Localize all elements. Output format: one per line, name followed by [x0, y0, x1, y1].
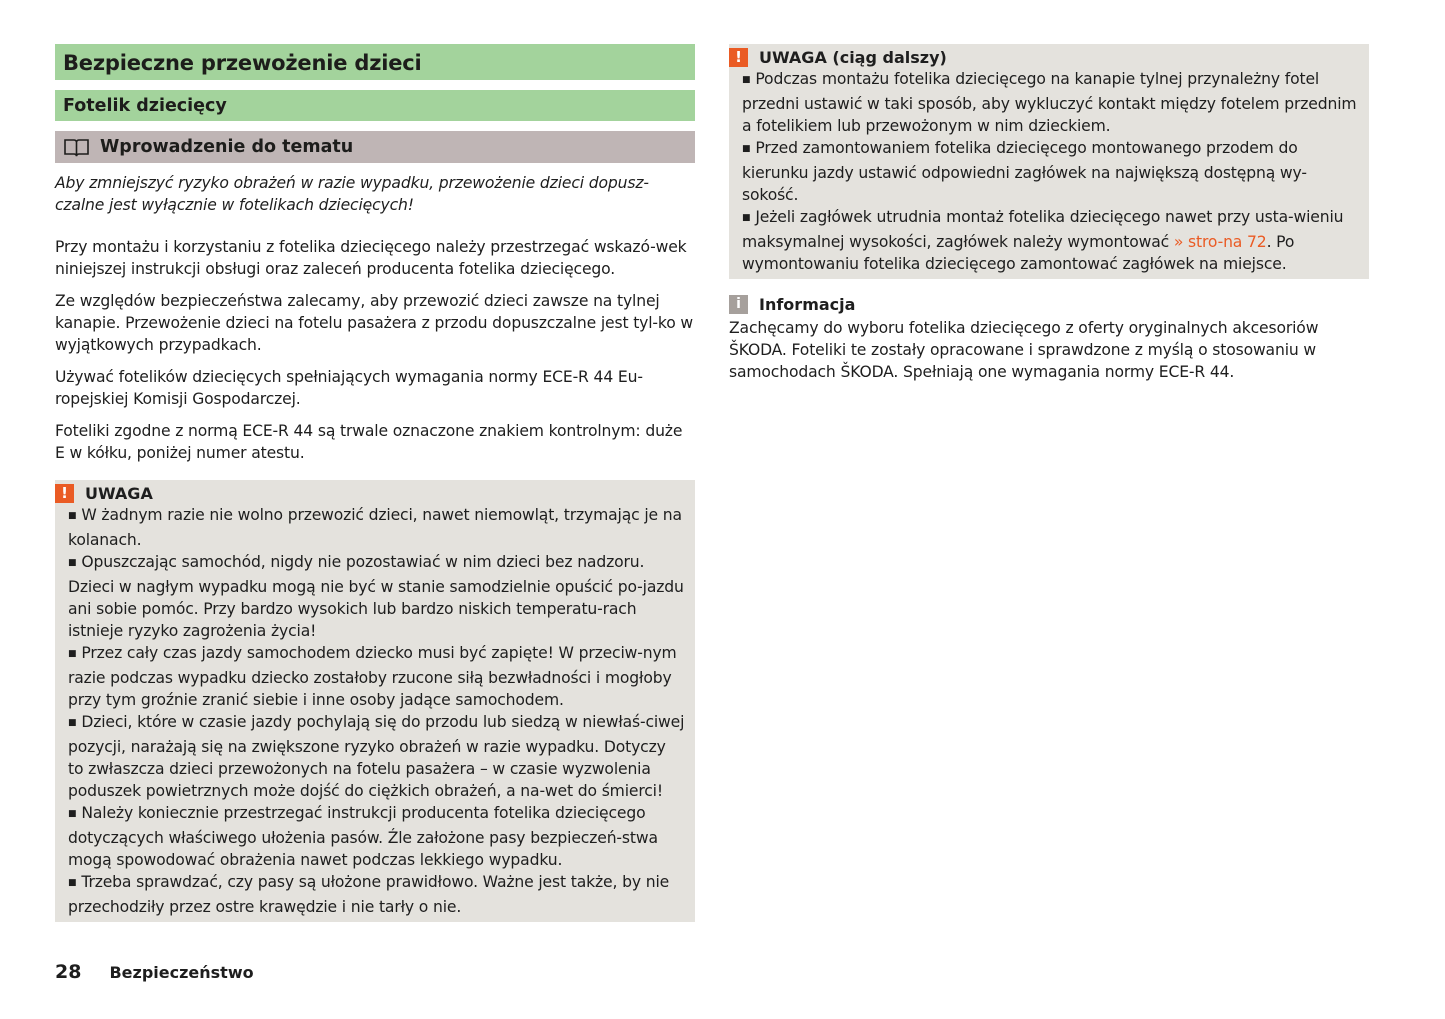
warning-header — [729, 46, 1369, 68]
left-column — [55, 44, 695, 922]
warning-item: ■ Opuszczając samochód, nigdy nie pozostawiać w nim dzieci bez nadzoru. Dzieci w nagłym wypadku mogą nie być w stanie samodzielnie opuścić po-jazdu ani sobie pomóc. Przy bardzo wysokich lub bardzo niskich temperatu-rach istnieje ryzyko zagrożenia życia! — [68, 551, 685, 642]
paragraph: Foteliki zgodne z normą ECE-R 44 są trwale oznaczone znakiem kontrolnym: duże E w kółku, poniżej numer atestu. — [55, 422, 683, 462]
warning-item: ■ Podczas montażu fotelika dziecięcego na kanapie tylnej przynależny fotel przedni ustawić w taki sposób, aby wykluczyć kontakt między fotelem przednim a fotelikiem lub przewożonym w nim dzieckiem. — [742, 68, 1359, 137]
warning-item: ■ Dzieci, które w czasie jazdy pochylają się do przodu lub siedzą w niewłaś-ciwej pozycji, narażają się na zwiększone ryzyko obrażeń w razie wypadku. Dotyczy to zwłaszcza dzieci przewożonych na fotelu pasażera – w czasie wyzwolenia poduszek powietrznych może dojść do ciężkich obrażeń, a na-wet do śmierci! — [68, 711, 685, 802]
info-icon: i — [729, 295, 748, 314]
intro-heading-text: Wprowadzenie do tematu — [100, 137, 354, 157]
intro-text: Aby zmniejszyć ryzyko obrażeń w razie wypadku, przewożenie dzieci dopusz-czalne jest wyłącznie w fotelikach dziecięcych! — [55, 174, 649, 214]
page-reference-link[interactable]: » stro-na 72 — [1173, 233, 1267, 251]
warning-item: ■ Trzeba sprawdzać, czy pasy są ułożone prawidłowo. Ważne jest także, by nie przechodziły przez ostre krawędzie i nie tarły o nie. — [68, 871, 685, 918]
warning-exclamation-icon: ! — [55, 484, 74, 503]
warning-box-continued — [729, 44, 1369, 279]
section-heading: Fotelik dziecięcy — [55, 90, 695, 121]
warning-item: ■ Jeżeli zagłówek utrudnia montaż fotelika dziecięcego nawet przy usta-wieniu maksymalnej wysokości, zagłówek należy wymontować » stro-na 72. Po wymontowaniu fotelika dziecięcego zamontować zagłówek na miejsce. — [742, 206, 1359, 275]
page-footer — [55, 961, 254, 983]
page-number: 28 — [55, 961, 82, 983]
warning-item: ■ W żadnym razie nie wolno przewozić dzieci, nawet niemowląt, trzymając je na kolanach. — [68, 504, 685, 551]
warning-title: UWAGA — [85, 483, 153, 503]
section-name: Bezpieczeństwo — [109, 963, 254, 982]
chapter-heading: Bezpieczne przewożenie dzieci — [55, 44, 695, 80]
warning-exclamation-icon: ! — [729, 48, 748, 67]
paragraph: Przy montażu i korzystaniu z fotelika dziecięcego należy przestrzegać wskazó-wek niniejszej instrukcji obsługi oraz zaleceń producenta fotelika dziecięcego. — [55, 238, 687, 278]
warning-header — [55, 482, 695, 504]
warning-item: ■ Należy koniecznie przestrzegać instrukcji producenta fotelika dziecięcego dotyczących właściwego ułożenia pasów. Źle założone pasy bezpieczeń-stwa mogą spowodować obrażenia nawet podczas lekkiego wypadku. — [68, 802, 685, 871]
warning-title: UWAGA (ciąg dalszy) — [759, 47, 947, 67]
paragraph: Ze względów bezpieczeństwa zalecamy, aby przewozić dzieci zawsze na tylnej kanapie. Przewożenie dzieci na fotelu pasażera z przodu dopuszczalne jest tyl-ko w wyjątkowych przypadkach. — [55, 292, 694, 354]
info-text: Zachęcamy do wyboru fotelika dziecięcego z oferty oryginalnych akcesoriów ŠKODA. Foteliki te zostały opracowane i sprawdzone z myślą o stosowaniu w samochodach ŠKODA. Spełniają one wymagania normy ECE-R 44. — [729, 319, 1319, 381]
right-column — [729, 44, 1369, 383]
warning-item: ■ Przez cały czas jazdy samochodem dziecko musi być zapięte! W przeciw-nym razie podczas wypadku dziecko zostałoby rzucone siłą bezwładności i mogłoby przy tym groźnie zranić siebie i inne osoby jadące samochodem. — [68, 642, 685, 711]
info-title: Informacja — [759, 294, 856, 314]
info-header — [729, 293, 1369, 315]
intro-heading — [55, 131, 695, 163]
book-icon — [63, 138, 90, 157]
paragraph: Używać fotelików dziecięcych spełniających wymagania normy ECE-R 44 Eu-ropejskiej Komisji Gospodarczej. — [55, 368, 643, 408]
warning-box — [55, 480, 695, 922]
warning-item: ■ Przed zamontowaniem fotelika dziecięcego montowanego przodem do kierunku jazdy ustawić odpowiedni zagłówek na największą dostępną wy-sokość. — [742, 137, 1359, 206]
